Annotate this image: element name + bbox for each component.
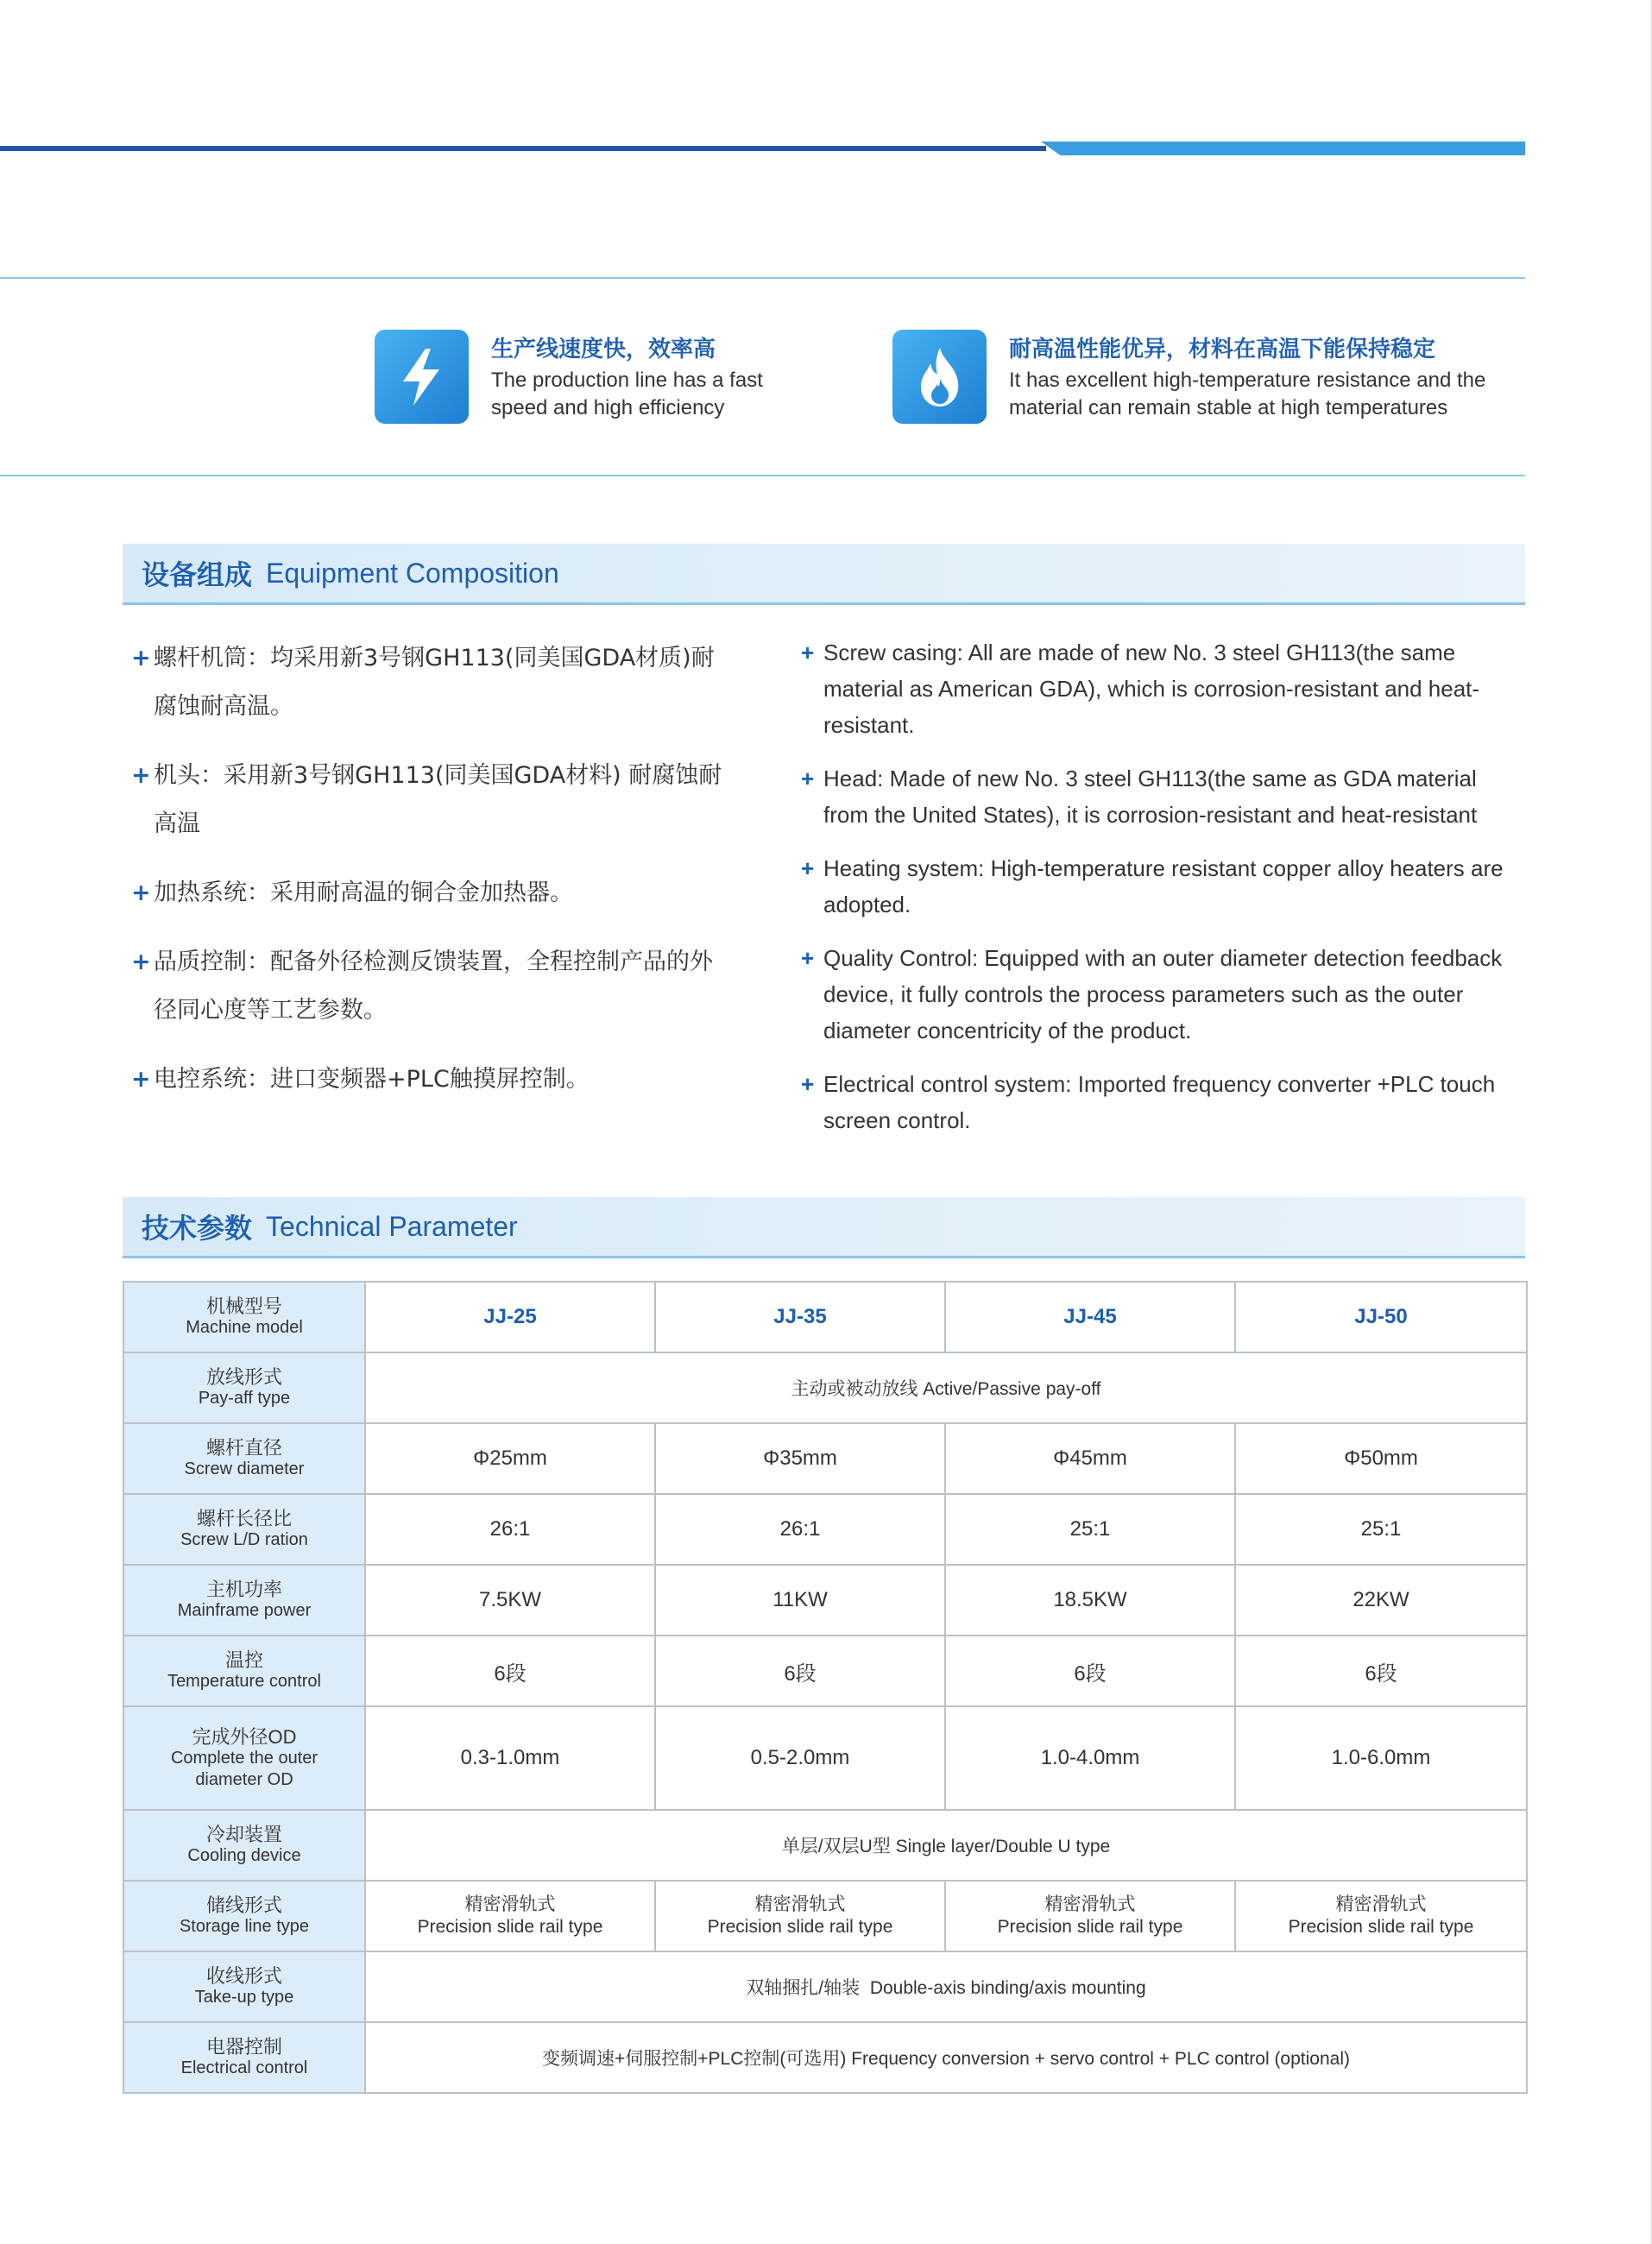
table-row [123, 2022, 1527, 2093]
row-label: 主机功率 Mainframe power [123, 1565, 365, 1636]
table-cell: Φ25mm [365, 1423, 655, 1494]
feature-speed [375, 330, 763, 424]
table-cell: 精密滑轨式 Precision slide rail type [945, 1881, 1235, 1951]
divider-top [0, 277, 1525, 279]
row-label: 机械型号 Machine model [123, 1282, 365, 1352]
table-cell: Φ35mm [655, 1423, 945, 1494]
table-row [123, 1881, 1527, 1951]
row-label: 储线形式 Storage line type [123, 1881, 365, 1951]
list-item: + Electrical control system: Imported frequency converter +PLC touch screen control. [801, 1071, 1496, 1133]
feature-title: 生产线速度快，效率高 [491, 337, 716, 362]
table-cell: 6段 [945, 1636, 1235, 1706]
section-equipment-composition [123, 544, 1525, 605]
list-item: + 加热系统：采用耐高温的铜合金加热器。 [131, 879, 573, 906]
section-technical-parameter [123, 1197, 1525, 1258]
header-rule [0, 146, 1046, 151]
table-cell: 25:1 [1235, 1494, 1527, 1565]
table-cell: Φ45mm [945, 1423, 1235, 1494]
table-cell: 0.3-1.0mm [365, 1706, 655, 1810]
table-cell: JJ-35 [655, 1282, 945, 1352]
row-label: 温控 Temperature control [123, 1636, 365, 1706]
feature-desc-line: speed and high efficiency [491, 396, 725, 419]
table-cell: 25:1 [945, 1494, 1235, 1565]
composition-list-en [801, 634, 1526, 1156]
table-row [123, 1706, 1527, 1810]
table-cell: 1.0-6.0mm [1235, 1706, 1527, 1810]
list-item: + 品质控制：配备外径检测反馈装置，全程控制产品的外径同心度等工艺参数。 [131, 949, 713, 1024]
list-item: + 电控系统：进口变频器+PLC触摸屏控制。 [131, 1066, 590, 1093]
parameter-table [123, 1281, 1528, 2094]
table-cell: 变频调速+伺服控制+PLC控制(可选用) Frequency conversion + servo control + PLC control (optional) [365, 2022, 1527, 2093]
table-row [123, 1282, 1527, 1352]
table-row [123, 1423, 1527, 1494]
row-label: 冷却装置 Cooling device [123, 1810, 365, 1881]
composition-list-cn [131, 634, 735, 1125]
table-cell: 7.5KW [365, 1565, 655, 1636]
list-item: + Head: Made of new No. 3 steel GH113(the same as GDA material from the United States), it is corrosion-resistant and heat-resistant [801, 766, 1478, 828]
table-cell: 单层/双层U型 Single layer/Double U type [365, 1810, 1527, 1881]
section-title-cn: 设备组成 [142, 558, 253, 591]
table-cell: 22KW [1235, 1565, 1527, 1636]
table-cell: 6段 [1235, 1636, 1527, 1706]
section-title-en: Equipment Composition [266, 557, 559, 589]
table-cell: 精密滑轨式 Precision slide rail type [1235, 1881, 1527, 1951]
table-cell: 0.5-2.0mm [655, 1706, 945, 1810]
list-item: + Quality Control: Equipped with an outer diameter detection feedback device, it fully controls the process parameters such as the outer diameter concentricity of the product. [801, 945, 1503, 1043]
table-cell: 6段 [365, 1636, 655, 1706]
section-title-cn: 技术参数 [142, 1212, 253, 1245]
table-row [123, 1494, 1527, 1565]
table-cell: 18.5KW [945, 1565, 1235, 1636]
table-cell: 主动或被动放线 Active/Passive pay-off [365, 1352, 1527, 1423]
table-cell: JJ-25 [365, 1282, 655, 1352]
feature-heat-resistance [892, 330, 1485, 424]
divider-bottom [0, 475, 1525, 476]
list-item: + 机头：采用新3号钢GH113(同美国GDA材料) 耐腐蚀耐高温 [131, 762, 722, 837]
table-cell: 精密滑轨式 Precision slide rail type [655, 1881, 945, 1951]
row-label: 电器控制 Electrical control [123, 2022, 365, 2093]
table-row [123, 1352, 1527, 1423]
list-item: + 螺杆机筒：均采用新3号钢GH113(同美国GDA材质)耐腐蚀耐高温。 [131, 645, 715, 720]
table-row [123, 1565, 1527, 1636]
table-cell: JJ-50 [1235, 1282, 1527, 1352]
table-cell: 精密滑轨式 Precision slide rail type [365, 1881, 655, 1951]
row-label: 螺杆长径比 Screw L/D ration [123, 1494, 365, 1565]
feature-desc-line: It has excellent high-temperature resistance and the [1009, 369, 1486, 392]
table-cell: 1.0-4.0mm [945, 1706, 1235, 1810]
lightning-icon [375, 330, 469, 424]
feature-desc-line: The production line has a fast [491, 369, 763, 392]
table-cell: JJ-45 [945, 1282, 1235, 1352]
table-cell: Φ50mm [1235, 1423, 1527, 1494]
flame-icon [892, 330, 987, 424]
list-item: + Heating system: High-temperature resistant copper alloy heaters are adopted. [801, 855, 1504, 917]
list-item: + Screw casing: All are made of new No. 3 steel GH113(the same material as American GDA), which is corrosion-resistant and heat-resistant. [801, 640, 1480, 738]
table-row [123, 1636, 1527, 1706]
section-title-en: Technical Parameter [266, 1210, 518, 1242]
table-cell: 26:1 [365, 1494, 655, 1565]
header-accent-bar [1041, 142, 1525, 155]
row-label: 完成外径OD Complete the outer diameter OD [123, 1706, 365, 1810]
row-label: 放线形式 Pay-aff type [123, 1352, 365, 1423]
table-row [123, 1810, 1527, 1881]
table-row [123, 1951, 1527, 2022]
row-label: 螺杆直径 Screw diameter [123, 1423, 365, 1494]
table-cell: 6段 [655, 1636, 945, 1706]
table-cell: 双轴捆扎/轴装 Double-axis binding/axis mounting [365, 1951, 1527, 2022]
feature-desc-line: material can remain stable at high temperatures [1009, 396, 1448, 419]
table-cell: 11KW [655, 1565, 945, 1636]
feature-title: 耐高温性能优异，材料在高温下能保持稳定 [1009, 337, 1436, 362]
row-label: 收线形式 Take-up type [123, 1951, 365, 2022]
table-cell: 26:1 [655, 1494, 945, 1565]
